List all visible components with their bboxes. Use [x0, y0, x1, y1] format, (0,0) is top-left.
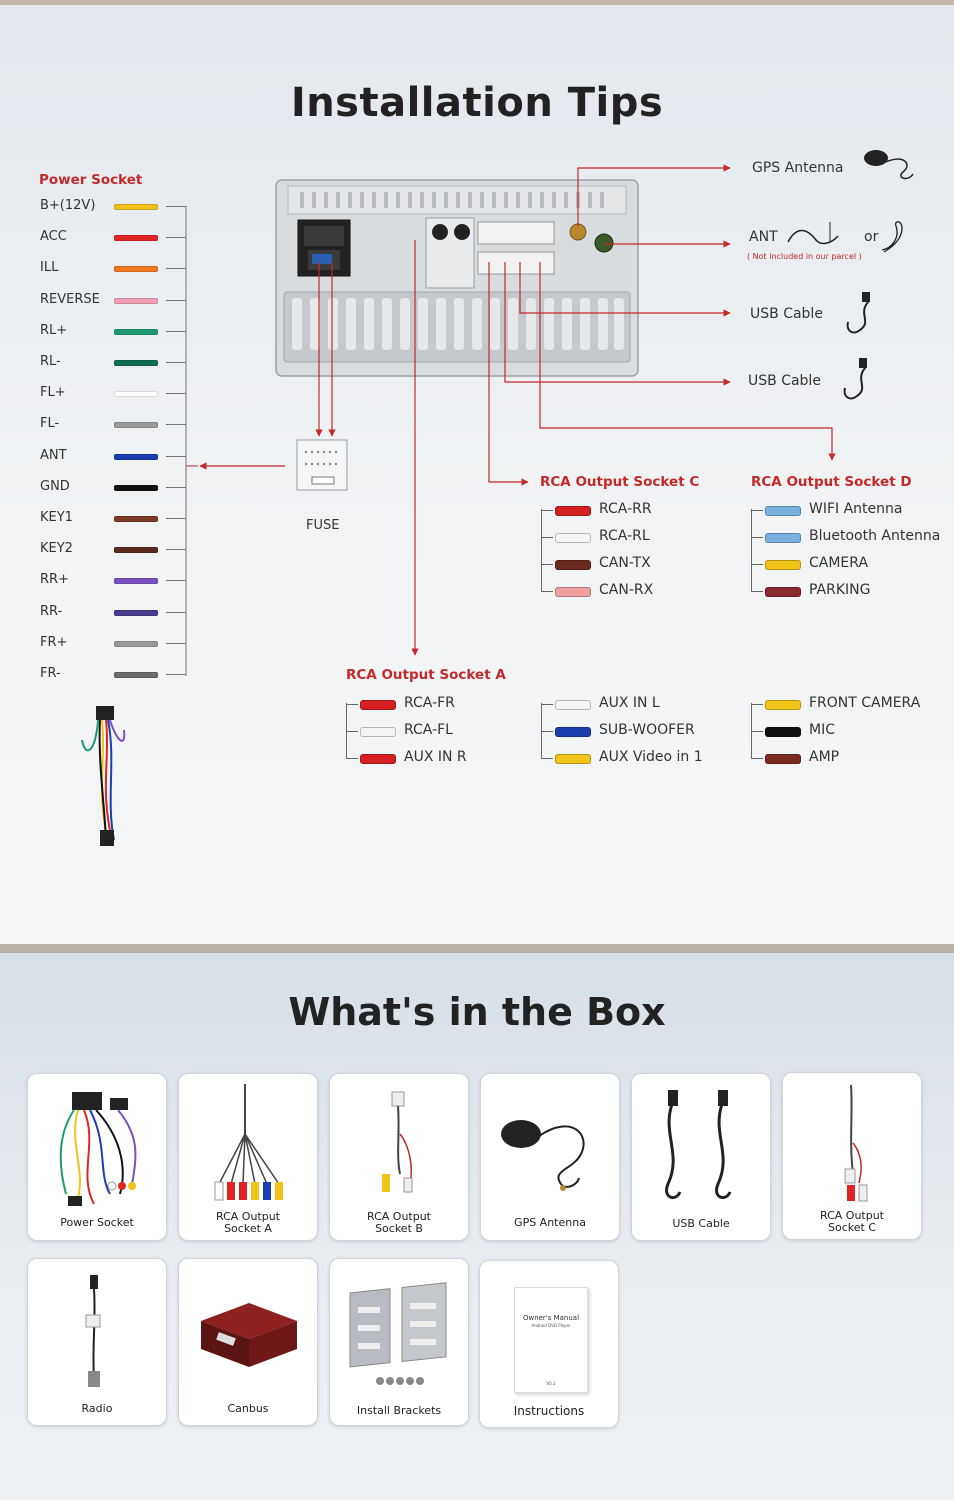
- socket-plug-swatch: [765, 700, 801, 710]
- install-brackets-image: [330, 1259, 468, 1399]
- socket-branch-line: [751, 537, 763, 538]
- rca-socket-a-image: [179, 1074, 317, 1214]
- fuse-label: FUSE: [306, 518, 340, 533]
- socket-item-label: RCA-FL: [404, 722, 453, 738]
- box-item-rca-socket-c: [782, 1072, 922, 1240]
- socket-branch-line: [751, 731, 763, 732]
- usb-cable-box-image: [632, 1074, 770, 1214]
- socket-item-label: MIC: [809, 722, 835, 738]
- box-item-radio: [27, 1258, 167, 1426]
- power-harness-image: [76, 700, 156, 850]
- power-wire-label: ACC: [40, 229, 67, 245]
- rca-socket-b-image: [330, 1074, 468, 1214]
- manual-subtitle: Android DVD Player: [531, 1323, 571, 1328]
- socket-plug-swatch: [765, 587, 801, 597]
- socket-item-label: AUX IN R: [404, 749, 467, 765]
- socket-item-label: FRONT CAMERA: [809, 695, 921, 711]
- ant-adapter-icon: [880, 218, 920, 258]
- canbus-box-image: [179, 1259, 317, 1399]
- power-wire-label: RL+: [40, 322, 68, 338]
- socket-branch-line: [541, 510, 553, 511]
- box-caption-rca-socket-a-1: RCA Output: [215, 1210, 280, 1223]
- gps-antenna-icon: [858, 144, 918, 184]
- rca-socket-c-image: [783, 1073, 921, 1213]
- power-wire-label: FR+: [40, 634, 68, 650]
- whats-in-box-title: What's in the Box: [288, 990, 666, 1034]
- socket-branch-line: [541, 758, 553, 759]
- socket-plug-swatch: [765, 754, 801, 764]
- box-caption-rca-socket-c-1: RCA Output: [819, 1209, 884, 1222]
- box-caption-rca-socket-c-2: Socket C: [828, 1221, 876, 1234]
- socket-item-label: CAN-TX: [599, 555, 651, 571]
- box-caption-gps-antenna: GPS Antenna: [514, 1216, 586, 1229]
- box-item-usb-cable: [631, 1073, 771, 1241]
- socket-branch-line: [541, 731, 553, 732]
- box-caption-rca-socket-a-2: Socket A: [224, 1222, 272, 1235]
- socket-item-label: RCA-RL: [599, 528, 650, 544]
- socket-item-label: AUX Video in 1: [599, 749, 703, 765]
- socket-c-bracket: [541, 509, 542, 592]
- socket-item-label: RCA-RR: [599, 501, 652, 517]
- power-wire-label: FL+: [40, 385, 66, 401]
- socket-item-label: Bluetooth Antenna: [809, 528, 941, 544]
- ant-note: ( Not included in our parcel ): [747, 252, 862, 261]
- socket-branch-line: [751, 591, 763, 592]
- socket-branch-line: [541, 537, 553, 538]
- socket-branch-line: [346, 758, 358, 759]
- box-caption-instructions: Instructions: [513, 1404, 585, 1418]
- radio-adapter-image: [28, 1259, 166, 1399]
- or-label: or: [864, 229, 879, 245]
- socket-plug-swatch: [360, 700, 396, 710]
- socket-item-label: RCA-FR: [404, 695, 455, 711]
- socket-branch-line: [751, 758, 763, 759]
- box-item-gps-antenna: [480, 1073, 620, 1241]
- socket-d-bracket: [751, 509, 752, 592]
- socket-plug-swatch: [555, 700, 591, 710]
- power-wire-label: KEY1: [40, 510, 73, 525]
- socket-branch-line: [541, 564, 553, 565]
- usb-cable-icon-1: [838, 292, 878, 342]
- power-wire-label: ILL: [40, 260, 59, 276]
- gps-antenna-label: GPS Antenna: [752, 160, 844, 176]
- box-item-instructions: [479, 1260, 619, 1428]
- usb-cable-label-2: USB Cable: [748, 373, 821, 389]
- box-caption-power-socket: Power Socket: [60, 1216, 134, 1229]
- ant-cable-icon: [786, 222, 846, 252]
- socket-plug-swatch: [765, 506, 801, 516]
- power-wire-label: RR-: [40, 603, 63, 619]
- socket-plug-swatch: [765, 533, 801, 543]
- socket-branch-line: [346, 704, 358, 705]
- box-caption-install-brackets: Install Brackets: [356, 1404, 442, 1417]
- manual-version: V0.1: [546, 1381, 556, 1386]
- box-item-canbus: [178, 1258, 318, 1426]
- usb-cable-label-1: USB Cable: [750, 306, 823, 322]
- socket-plug-swatch: [555, 727, 591, 737]
- power-wire-label: FR-: [40, 666, 61, 681]
- socket-plug-swatch: [555, 754, 591, 764]
- power-wire-label: GND: [40, 478, 70, 494]
- power-socket-image: [28, 1074, 166, 1214]
- power-wire-label: REVERSE: [40, 291, 100, 307]
- socket-item-label: CAN-RX: [599, 582, 654, 598]
- box-item-rca-socket-a: [178, 1073, 318, 1241]
- power-wire-label: RL-: [40, 354, 61, 369]
- installation-tips-title: Installation Tips: [290, 80, 664, 126]
- socket-a-heading: RCA Output Socket A: [346, 667, 506, 683]
- socket-branch-line: [346, 731, 358, 732]
- power-wire-label: FL-: [40, 416, 60, 432]
- power-socket-heading: Power Socket: [39, 172, 143, 188]
- power-wire-label: RR+: [40, 572, 69, 588]
- socket-item-label: WIFI Antenna: [809, 501, 903, 517]
- manual-title: Owner's Manual: [522, 1314, 580, 1322]
- socket-item-label: SUB-WOOFER: [599, 722, 695, 738]
- socket-plug-swatch: [360, 727, 396, 737]
- box-caption-rca-socket-b-2: Socket B: [375, 1222, 423, 1235]
- box-caption-radio: Radio: [81, 1402, 113, 1415]
- box-caption-canbus: Canbus: [227, 1402, 269, 1415]
- usb-cable-icon-2: [835, 358, 875, 408]
- box-item-install-brackets: [329, 1258, 469, 1426]
- socket-plug-swatch: [555, 506, 591, 516]
- box-item-rca-socket-b: [329, 1073, 469, 1241]
- power-wire-label: ANT: [40, 447, 67, 463]
- socket-plug-swatch: [555, 533, 591, 543]
- power-wire-label: B+(12V): [40, 198, 96, 213]
- box-item-power-socket: [27, 1073, 167, 1241]
- ant-label: ANT: [749, 229, 778, 245]
- socket-branch-line: [541, 591, 553, 592]
- box-caption-usb-cable: USB Cable: [672, 1217, 730, 1230]
- socket-plug-swatch: [360, 754, 396, 764]
- manual-booklet: [514, 1287, 588, 1393]
- socket-plug-swatch: [555, 560, 591, 570]
- socket-branch-line: [751, 704, 763, 705]
- socket-d-heading: RCA Output Socket D: [751, 474, 912, 490]
- socket-branch-line: [751, 510, 763, 511]
- socket-plug-swatch: [765, 560, 801, 570]
- socket-c-heading: RCA Output Socket C: [540, 474, 700, 490]
- box-caption-rca-socket-b-1: RCA Output: [366, 1210, 431, 1223]
- power-wire-label: KEY2: [40, 541, 73, 557]
- section-divider: [0, 944, 954, 953]
- socket-branch-line: [541, 704, 553, 705]
- socket-branch-line: [751, 564, 763, 565]
- socket-item-label: AUX IN L: [599, 695, 660, 711]
- socket-plug-swatch: [555, 587, 591, 597]
- gps-antenna-box-image: [481, 1074, 619, 1214]
- socket-item-label: PARKING: [809, 582, 871, 598]
- socket-item-label: CAMERA: [809, 555, 869, 571]
- socket-plug-swatch: [765, 727, 801, 737]
- socket-item-label: AMP: [809, 749, 840, 765]
